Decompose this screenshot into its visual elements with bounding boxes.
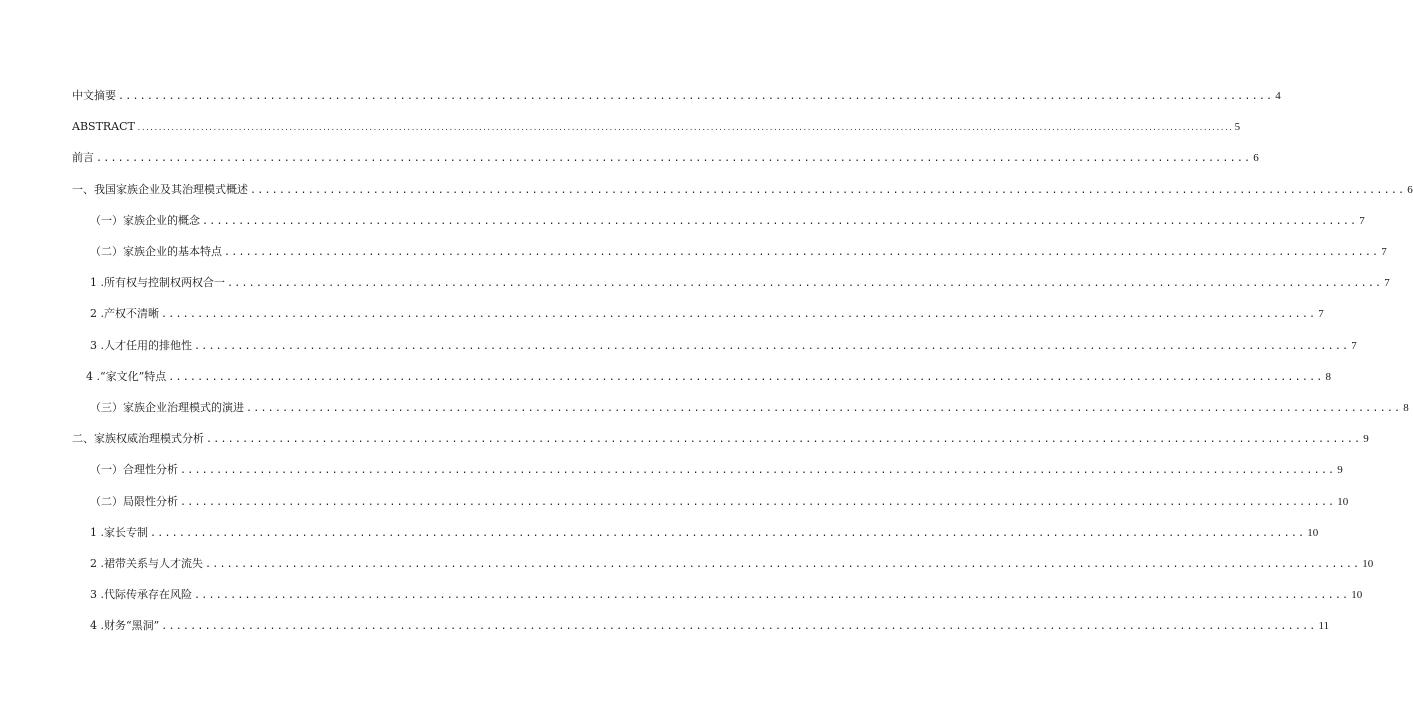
toc-entry-page-number: 11 bbox=[1318, 620, 1330, 633]
toc-dot-leader: ................................................................................................................................................................ bbox=[118, 91, 1274, 102]
toc-entry-page-number: 7 bbox=[1384, 277, 1390, 290]
toc-entry-title: 1 .家长专制 bbox=[90, 525, 148, 539]
toc-entry[interactable] bbox=[90, 613, 1330, 633]
toc-entry-title: ABSTRACT bbox=[72, 120, 135, 134]
toc-entry-page-number: 10 bbox=[1337, 495, 1349, 508]
toc-entry-title: 前言 bbox=[72, 151, 94, 165]
toc-entry-title: （一）家族企业的概念 bbox=[90, 213, 200, 227]
toc-dot-leader: ................................................................................................................................................................ bbox=[224, 247, 1380, 258]
toc-dot-leader: ................................................................................................................................................................ bbox=[205, 559, 1361, 570]
toc-entry-title: （三）家族企业治理模式的演进 bbox=[90, 401, 244, 414]
toc-dot-leader: ................................................................................................................................................................ bbox=[161, 309, 1317, 321]
toc-entry-title: （一）合理性分析 bbox=[90, 463, 178, 477]
toc-entry-page-number: 7 bbox=[1318, 308, 1324, 321]
toc-entry-page-number: 10 bbox=[1351, 589, 1363, 602]
toc-entry[interactable] bbox=[90, 457, 1343, 477]
toc-entry-title: （二）局限性分析 bbox=[90, 494, 178, 508]
toc-dot-leader: ................................................................................................................................................................ bbox=[246, 403, 1402, 414]
toc-entry[interactable] bbox=[90, 333, 1357, 353]
toc-entry-page-number: 8 bbox=[1325, 370, 1332, 383]
toc-entry[interactable] bbox=[90, 582, 1363, 602]
toc-entry-title: 中文摘要 bbox=[72, 89, 116, 102]
toc-entry[interactable] bbox=[90, 551, 1374, 571]
toc-entry[interactable] bbox=[72, 114, 1241, 134]
toc-entry-title: 4 .财务“黑洞” bbox=[90, 619, 160, 633]
toc-entry[interactable] bbox=[90, 301, 1324, 321]
toc-entry[interactable] bbox=[90, 208, 1365, 228]
toc-dot-leader: ................................................................................................................................................................ bbox=[180, 465, 1336, 477]
toc-entry[interactable] bbox=[90, 270, 1390, 290]
toc-entry-page-number: 7 bbox=[1351, 339, 1357, 352]
toc-dot-leader: ................................................................................................................................................................ bbox=[202, 215, 1358, 227]
toc-dot-leader: ................................................................................................................................................................ bbox=[206, 434, 1362, 446]
toc-dot-leader: ................................................................................................................................................................ bbox=[96, 153, 1252, 165]
toc-entry-page-number: 6 bbox=[1407, 183, 1413, 196]
toc-entry[interactable] bbox=[90, 489, 1349, 509]
toc-entry[interactable] bbox=[72, 426, 1369, 446]
toc-entry-title: 一、我国家族企业及其治理模式概述 bbox=[72, 182, 248, 196]
toc-entry-page-number: 9 bbox=[1337, 464, 1343, 477]
toc-dot-leader: ................................................................................................................................................................ bbox=[168, 371, 1324, 383]
toc-entry[interactable] bbox=[90, 395, 1409, 415]
toc-entry-page-number: 4 bbox=[1275, 90, 1281, 102]
toc-dot-leader: .................................................................................................................................................................................................................................................................... bbox=[136, 124, 1233, 133]
toc-entry-page-number: 9 bbox=[1363, 433, 1369, 446]
toc-entry-title: （二）家族企业的基本特点 bbox=[90, 245, 222, 258]
toc-entry-title: 3 .人才任用的排他性 bbox=[90, 338, 192, 352]
toc-dot-leader: ................................................................................................................................................................ bbox=[194, 590, 1350, 602]
toc-entry-page-number: 10 bbox=[1362, 558, 1374, 570]
toc-entry[interactable] bbox=[72, 145, 1259, 165]
toc-entry-page-number: 7 bbox=[1359, 214, 1365, 227]
toc-dot-leader: ................................................................................................................................................................ bbox=[250, 184, 1406, 196]
toc-entry-page-number: 7 bbox=[1381, 246, 1387, 258]
toc-dot-leader: ................................................................................................................................................................ bbox=[180, 496, 1336, 508]
toc-entry[interactable] bbox=[90, 239, 1387, 259]
toc-entry-page-number: 10 bbox=[1307, 526, 1319, 539]
toc-entry-title: 2 .裙带关系与人才流失 bbox=[90, 557, 203, 570]
toc-entry-title: 4 .“家文化”特点 bbox=[86, 369, 167, 383]
toc-entry-page-number: 8 bbox=[1403, 402, 1409, 414]
toc-entry-title: 2 .产权不清晰 bbox=[90, 307, 159, 321]
toc-entry[interactable] bbox=[86, 364, 1332, 384]
toc-dot-leader: ................................................................................................................................................................ bbox=[194, 340, 1350, 352]
toc-entry[interactable] bbox=[72, 83, 1281, 103]
toc-dot-leader: ................................................................................................................................................................ bbox=[161, 621, 1317, 633]
toc-dot-leader: ................................................................................................................................................................ bbox=[227, 278, 1383, 290]
toc-entry-title: 1 .所有权与控制权两权合一 bbox=[90, 276, 225, 290]
toc-entry-page-number: 5 bbox=[1234, 121, 1241, 134]
toc-entry[interactable] bbox=[72, 177, 1413, 197]
toc-entry-page-number: 6 bbox=[1253, 152, 1259, 165]
toc-dot-leader: ................................................................................................................................................................ bbox=[150, 527, 1306, 539]
toc-entry[interactable] bbox=[90, 520, 1319, 540]
toc-entry-title: 二、家族权威治理模式分析 bbox=[72, 432, 204, 446]
toc-entry-title: 3 .代际传承存在风险 bbox=[90, 588, 192, 602]
